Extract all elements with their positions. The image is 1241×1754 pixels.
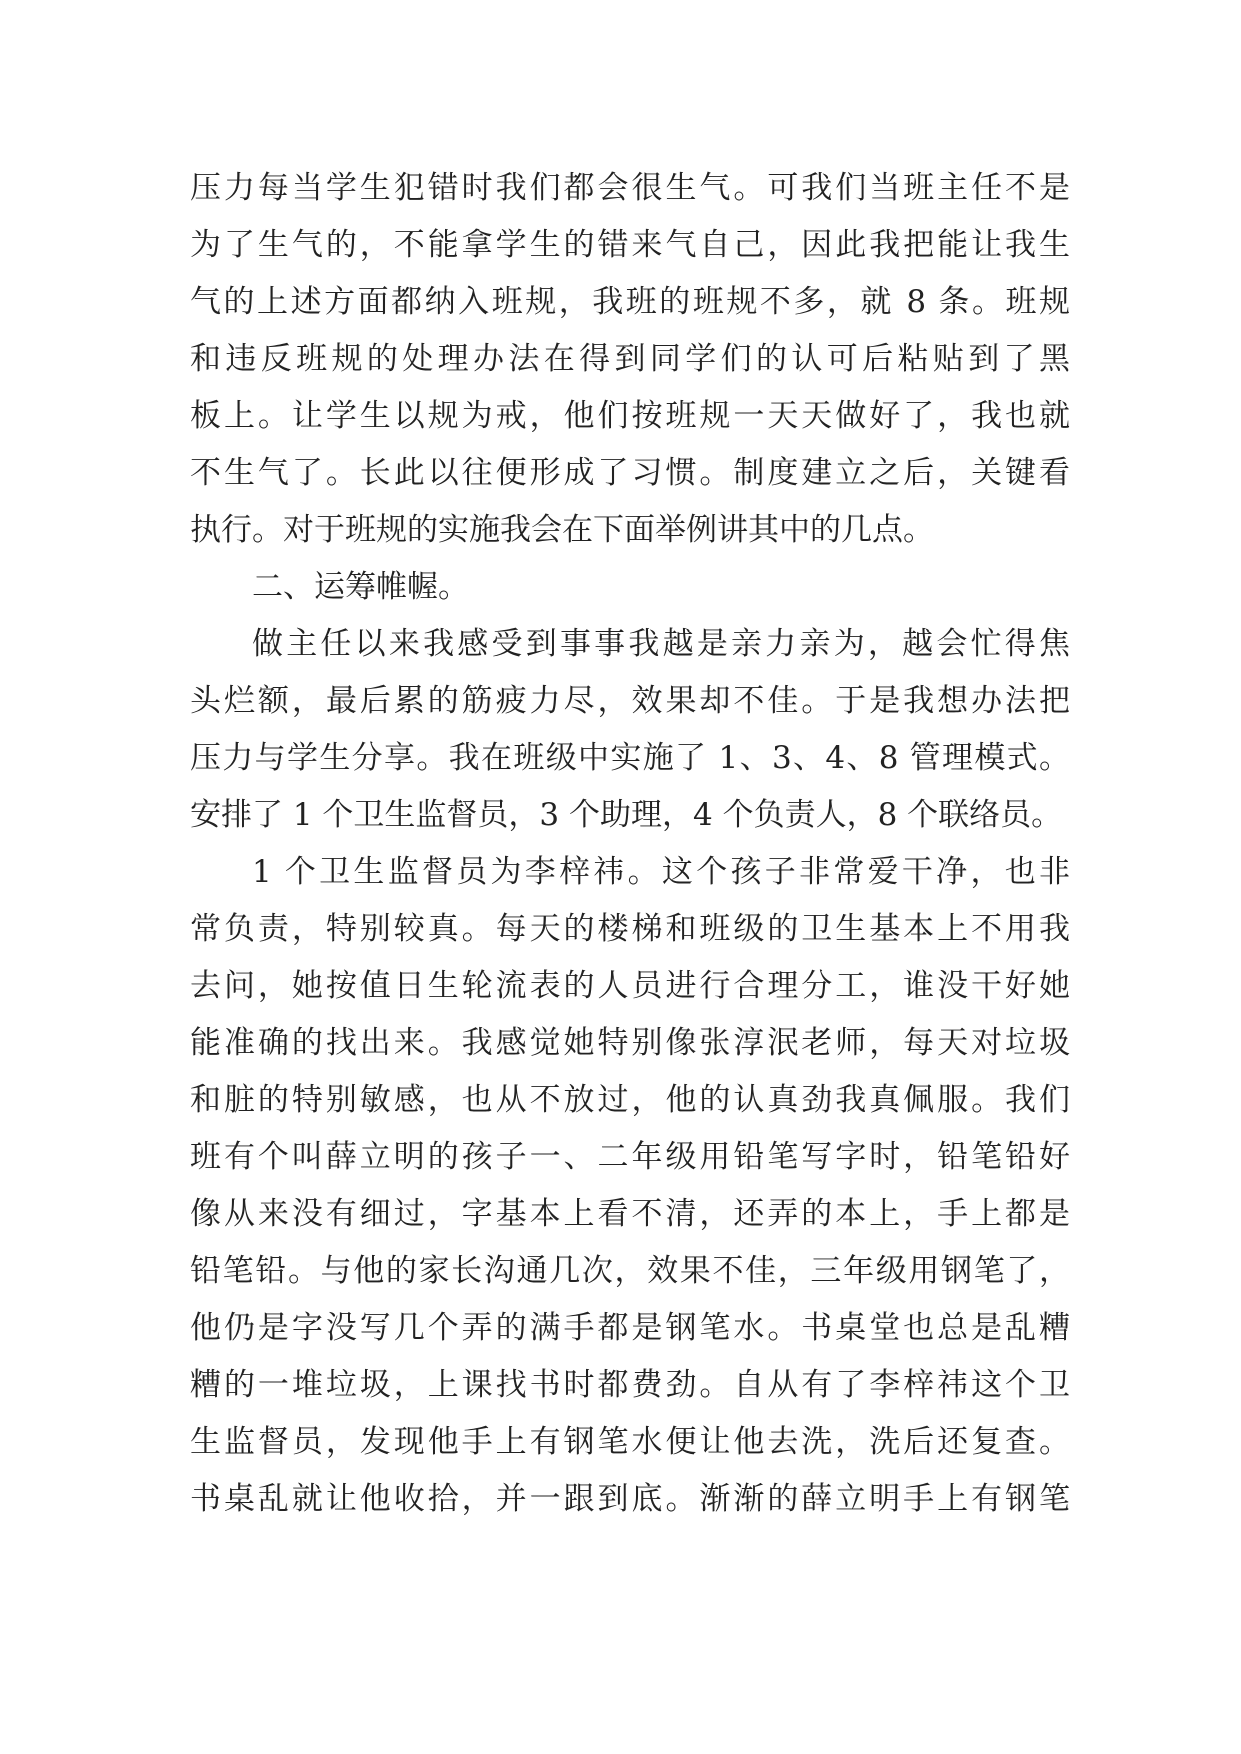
text-line: 他仍是字没写几个弄的满手都是钢笔水。书桌堂也总是乱糟 <box>190 1310 1070 1346</box>
text-line: 为了生气的，不能拿学生的错来气自己，因此我把能让我生 <box>190 227 1070 263</box>
section-heading: 二、运筹帷幄。 <box>252 569 469 605</box>
text-line: 铅笔铅。与他的家长沟通几次，效果不佳，三年级用钢笔了， <box>190 1253 1070 1289</box>
body-text <box>190 160 1070 1528</box>
text-line: 做主任以来我感受到事事我越是亲力亲为，越会忙得焦 <box>252 626 1070 662</box>
text-line: 头烂额，最后累的筋疲力尽，效果却不佳。于是我想办法把 <box>190 683 1070 719</box>
text-line: 压力每当学生犯错时我们都会很生气。可我们当班主任不是 <box>190 170 1070 206</box>
text-line: 不生气了。长此以往便形成了习惯。制度建立之后，关键看 <box>190 455 1070 491</box>
text-line: 和脏的特别敏感，也从不放过，他的认真劲我真佩服。我们 <box>190 1082 1070 1118</box>
text-line: 安排了 1 个卫生监督员，3 个助理，4 个负责人，8 个联络员。 <box>190 797 1063 833</box>
text-line: 班有个叫薛立明的孩子一、二年级用铅笔写字时，铅笔铅好 <box>190 1139 1070 1175</box>
text-line: 板上。让学生以规为戒，他们按班规一天天做好了，我也就 <box>190 398 1070 434</box>
text-line: 能准确的找出来。我感觉她特别像张淳泯老师，每天对垃圾 <box>190 1025 1070 1061</box>
text-line: 压力与学生分享。我在班级中实施了 1、3、4、8 管理模式。 <box>190 740 1070 776</box>
text-line: 生监督员，发现他手上有钢笔水便让他去洗，洗后还复查。 <box>190 1424 1070 1460</box>
text-line: 1 个卫生监督员为李梓祎。这个孩子非常爱干净，也非 <box>252 854 1070 890</box>
text-line: 像从来没有细过，字基本上看不清，还弄的本上，手上都是 <box>190 1196 1070 1232</box>
text-line: 常负责，特别较真。每天的楼梯和班级的卫生基本上不用我 <box>190 911 1070 947</box>
text-line: 和违反班规的处理办法在得到同学们的认可后粘贴到了黑 <box>190 341 1070 377</box>
text-line: 执行。对于班规的实施我会在下面举例讲其中的几点。 <box>190 512 934 548</box>
text-line: 气的上述方面都纳入班规，我班的班规不多，就 8 条。班规 <box>190 284 1070 320</box>
text-line: 糟的一堆垃圾，上课找书时都费劲。自从有了李梓祎这个卫 <box>190 1367 1070 1403</box>
text-line: 书桌乱就让他收拾，并一跟到底。渐渐的薛立明手上有钢笔 <box>190 1481 1070 1517</box>
text-line: 去问，她按值日生轮流表的人员进行合理分工，谁没干好她 <box>190 968 1070 1004</box>
